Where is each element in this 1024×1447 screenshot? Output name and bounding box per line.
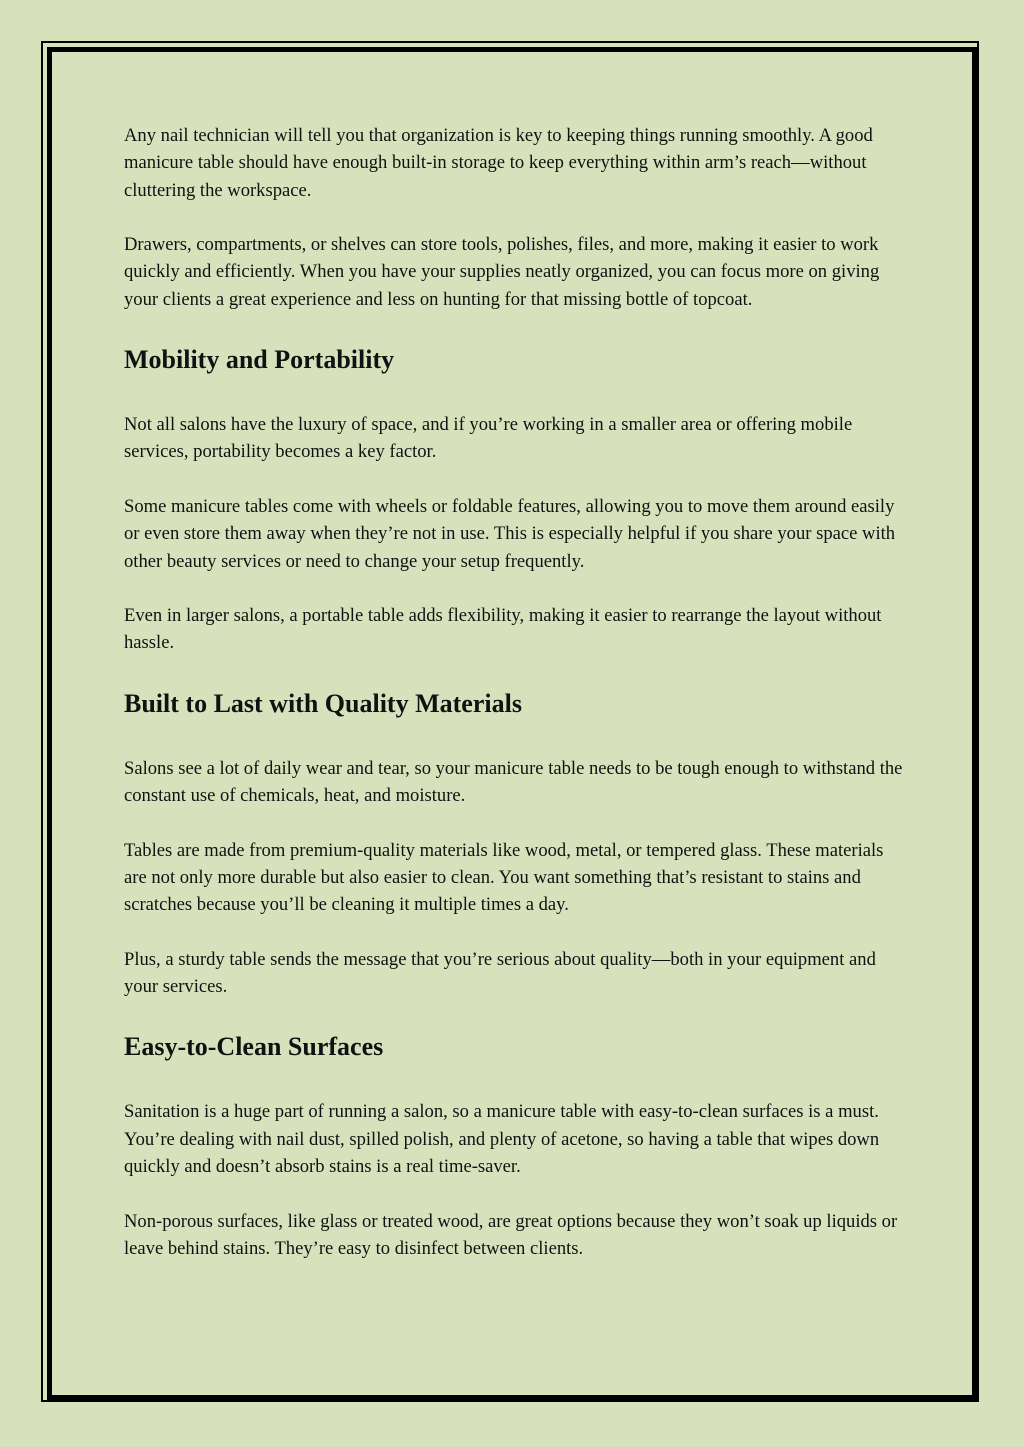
document-body [124,122,904,1290]
paragraph-flexibility: Even in larger salons, a portable table adds flexibility, making it easier to rearrange the layout without hassle. [124,605,882,654]
heading-clean: Easy-to-Clean Surfaces [124,1032,384,1062]
paragraph-nonporous: Non-porous surfaces, like glass or treated wood, are great options because they won’t soak up liquids or leave behind stains. They’re easy to disinfect between clients. [124,1210,898,1259]
paragraph-storage: Drawers, compartments, or shelves can store tools, polishes, files, and more, making it easier to work quickly and efficiently. When you have your supplies neatly organized, you can focus more on giving your clients a great experience and less on hunting for that missing bottle of topcoat. [124,234,880,310]
heading-materials: Built to Last with Quality Materials [124,688,522,718]
paragraph-sturdy: Plus, a sturdy table sends the message that you’re serious about quality—both in your equipment and your services. [124,948,876,998]
heading-mobility: Mobility and Portability [124,345,395,375]
paragraph-premium: Tables are made from premium-quality materials like wood, metal, or tempered glass. These materials are not only more durable but also easier to clean. You want something that’s resistant to stains and scratches because you’ll be cleaning it multiple times a day. [124,839,884,916]
paragraph-sanitation: Sanitation is a huge part of running a salon, so a manicure table with easy-to-clean surfaces is a must. You’re dealing with nail dust, spilled polish, and plenty of acetone, so having a table that wipes down quickly and doesn’t absorb stains is a real time-saver. [124,1101,880,1178]
paragraph-space: Not all salons have the luxury of space, and if you’re working in a smaller area or offering mobile services, portability becomes a key factor. [124,414,853,463]
paragraph-wear: Salons see a lot of daily wear and tear, so your manicure table needs to be tough enough to withstand the constant use of chemicals, heat, and moisture. [124,757,903,807]
paragraph-wheels: Some manicure tables come with wheels or foldable features, allowing you to move them around easily or even store them away when they’re not in use. This is especially helpful if you share your space with other beauty services or need to change your setup frequently. [124,495,896,572]
paragraph-organization: Any nail technician will tell you that organization is key to keeping things running smoothly. A good manicure table should have enough built-in storage to keep everything within arm’s reach—without cluttering the workspace. [124,125,873,201]
